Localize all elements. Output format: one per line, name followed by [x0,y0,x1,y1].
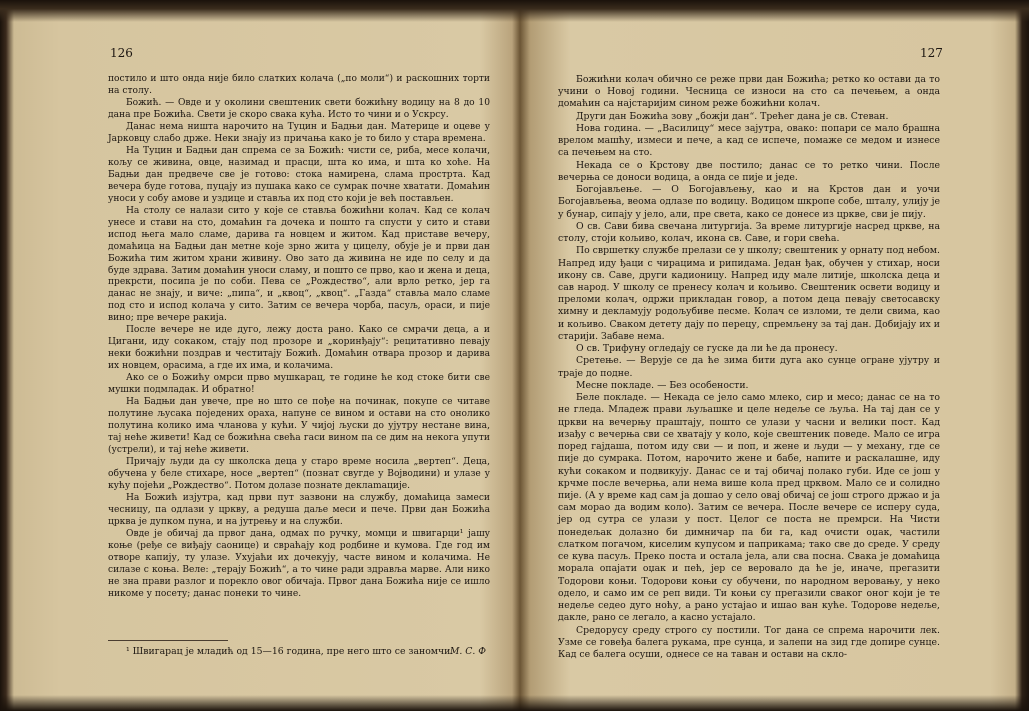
paragraph: Богојављење. — О Богојављењу, као и на Крстов дан и уочи Богојављења, веома одлазе по водицу. Водицом шкропе собе, шталу, улију је у бунар, сипају у јело, али, пре света, како се донесе из цркве, сви је пију. [558,184,940,220]
paragraph: Месне покладе. — Без особености. [576,379,749,391]
right-page-body [558,74,940,661]
paragraph: Божић. — Овде и у околини свештеник свети божићну водицу на 8 до 10 дана пре Божића. Свети је скоро свака кућа. Исто то чини и о Ускрсу. [108,97,490,120]
paragraph: Божићни колач обично се реже први дан Божића; ретко ко остави да то учини о Новој години. Чесница се износи на сто са печењем, а онда домаћин са најстаријим сином реже божићни колач. [558,74,940,110]
author-signature: М. С. Ф [449,646,486,657]
paragraph: О св. Трифуну огледају се гуске да ли ће да пронесу. [576,343,838,355]
paragraph: О св. Сави бива свечана литургија. За време литургије насред цркве, на столу, стоји кољиво, колач, икона св. Саве, и гори свећа. [558,220,940,245]
paragraph: На столу се налази сито у које се ставља божићни колач. Кад се колач унесе и стави на сто, домаћин га дочека и пошто га спусти у сито и стави испод њега мало сламе, дарива га новцем и житом. Кад приставе вечеру, домаћица на Бадњи дан метне које зрно жита у цицелу, обује је и први дан Божића тим житом храни живину. Ово зато да живина не иде по селу и да буде здрава. Затим домаћин уноси сламу, и пошто се прво, као и жена и деца, прекрсти, посипа је по соби. Пева се „Рождество“, али врло ретко, јер га данас не знају, и виче: „пипа“, и „квоц“, „квоц“. „Газда“ ставља мало сламе под сто и испод колача у сито. Затим се вечера чорба, пасуљ, ораси, и пије вино; пре вечере ракија. [108,205,490,324]
paragraph: На Туцин и Бадњи дан спрема се за Божић: чисти се, риба, месе колачи, кољу се живина, овце, назимад и прасци, шта ко има, и шта ко хоће. На Бадњи дан предвече све је готово: стока намирена, слама прострта. Кад вечера буде готова, пуцају из пушака како се сумрак почне хватати. Домаћин уноси у собу амове и уздице и ставља их под сто који је већ постављен. [108,145,490,204]
paragraph: Данас нема ништа нарочито на Туцин и Бадњи дан. Материце и оцеве у Јарковцу слабо држе. Неки знају из причања како је то било у стара времена. [108,121,490,144]
paragraph: Средорусу среду строго су постили. Тог дана се спрема нарочити лек. Узме се говеђа балега рукама, пре сунца, и залепи на зид где допире сунце. Кад се балега осуши, однесе се на таван и остави на скло- [558,624,940,661]
paragraph: Причају људи да су школска деца у старо време носила „вертеп“. Деца, обучена у беле стихаре, носе „вертеп“ (познат свугде у Војводини) и улазе у кућу појећи „Рождество“. Потом долазе познате деклamaције. [108,457,490,491]
left-page-body [108,74,490,601]
paragraph: После вечере не иде дуго, лежу доста рано. Како се смрачи деца, а и Цигани, иду сокаком, стају под прозоре и „коринђају“: рецитативно певају неки божићни поздрав и честитају Божић. Домаћин отвара прозор и дарива их новцем, орасима, а где их има, и колачима. [108,325,490,372]
paragraph: Некада се о Крстову две постило; данас се то ретко чини. После вечерња се доноси водица, а онда се пије и једе. [558,159,940,183]
paragraph: Овде је обичај да првог дана, одмах по ручку, момци и швигарци¹ јашу коње (ређе се виђају саонице) и свраћају код родбине и кумова. Где год им отворе капију, ту улазе. Ухујаћи их дочекују, часте вином и колачима. Не силазе с коња. Веле: „терају Божић“, а то чине ради здравља марве. Али нико не зна прави разлог и порекло овог обичаја. Првог дана Божића није се ишло никоме у посету; данас понеки то чине. [108,528,490,599]
paragraph: Нова година. — „Василицу“ месе зајутра, овако: попари се мало брашна врелом машћу, измеси и пече, а кад се испече, помаже се медом и изнесе са печењем на сто. [558,122,940,159]
paragraph: постило и што онда није било слатких колача („по моли“) и раскошних торти на столу. [108,74,490,96]
paragraph: На Божић изјутра, кад први пут зазвони на службу, домаћица замеси чесницу, па одлази у цркву, а редуша даље меси и пече. Први дан Божића црква је дупком пуна, и на јутрењу и на служби. [108,492,490,527]
paragraph: Сретење. — Верује се да ће зима бити дуга ако сунце огране ујутру и траје до подне. [558,355,940,379]
footnote [108,646,490,658]
paragraph: Други дан Божића зову „божји дан“. Трећег дана је св. Стеван. [576,110,889,122]
footnote-text: ¹ Швигарац је младић од 15—16 година, пре него што се заномчи. [126,646,454,657]
paragraph: Беле покладе. — Некада се јело само млеко, сир и месо; данас се на то не гледа. Младеж прави љуљашке и целе недеље се љуља. На тај дан се у цркви на вечерњу праштају, пошто се улази у часни и велики пост. Кад изађу с вечерња сви се хватају у коло, које свештеник поведе. Мало се игра поред гајдаша, потом иду сви — и поп, и жене и људи — у механу, где се пије до сумрака. Потом, нарочито жене и бабе, напите и раскалашне, иду кући сокаком и подвикују. Данас се и тај обичај полако губи. Иде се још у крчме после вечерња, али нема више кола пред црквом. Мало се и солидно пије. (А у време кад сам ја дошао у село овај обичај се још строго држао и ја сам морао да водим коло). Затим се вечера. После вечере се исперу суда, јер од сутра се улази у пост. Целог се поста не премрси. На Чисти понедељак долазно би димничар па би га, кад очисти оџак, частили слатком погачом, киселим купусом и паприкама; тако све до среде. У среду се кува пасуљ. Преко поста и остала јела, али сва посна. Свака је домаћица морала опајати оџак и пећ, јер се веровало да ће је, иначе, прегазити Тодорови коњи. Тодорови коњи су обучени, по народном веровању, у неко одело, и само им се рeп види. Ти коњи су прегазили сваког оног који је те недеље седео дуго ноћу, а рано устајао и ишао ван куће. Тодорове недеље, дакле, рано се легало, а касно устајало. [558,392,940,624]
paragraph: По свршетку службе прелази се у школу; свештеник у орнату под небом. Напред иду ђаци с чирацима и рипидама. Један ђак, обучен у стихар, носи икону св. Саве, други кадионицу. Напред иду мале литије, школска деца и сав народ. У школу се пренесу колач и кољиво. Свештеник освети водицу и преломи колач, одржи прикладан говор, а потом деца певају светосавску химну и декламују родољубиве песме. Колач се изломи, те дели свима, као и кољиво. Сваком детету дају по перецу, спремљену за тај дан. Добијају их и старији. Забаве нема. [558,245,940,342]
paragraph: На Бадњи дан увече, пре но што се пође на починак, покупе се читаве полутине љусака поједених ораха, напуне се вином и остави на сто онолико полутина колико има чланова у кући. У чијој љуски до уjутру нестане вина, тај неће живети! Кад се божићна свећа гаси вином па се дим на некога упути (устрели), и тај неће живети. [108,397,490,456]
page-number-left: 126 [110,46,133,60]
page-number-right: 127 [920,46,943,60]
paragraph: Ако се о Божићу омрси прво мушкарац, те године ће код стоке бити све мушки подмладак. И обратно! [108,373,490,396]
